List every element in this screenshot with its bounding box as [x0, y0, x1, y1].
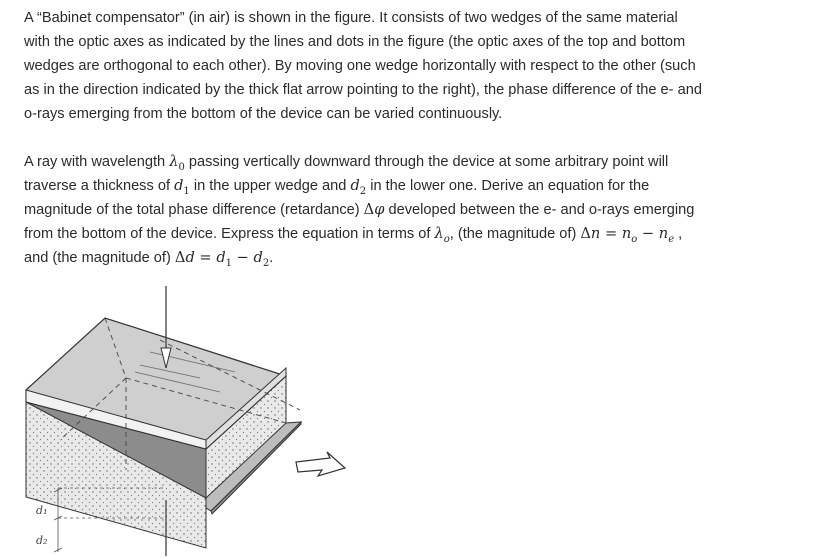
d2-label: d₂: [36, 534, 48, 547]
question-line-1: A ray with wavelength $\lambda_0$ passing vertically downward through the device at some arbitrary point will: [24, 153, 669, 173]
intro-line-5: o-rays emerging from the bottom of the device can be varied continuously.: [24, 106, 503, 122]
question-line-4: from the bottom of the device. Express the equation in terms of $\lambda_o$, (the magnitude of) $\Delta n = n_o - n_e$ ,: [24, 225, 683, 245]
question-line-2: traverse a thickness of $d_1$ in the upper wedge and $d_2$ in the lower one. Derive an equation for the: [24, 177, 650, 197]
intro-line-2: with the optic axes as indicated by the lines and dots in the figure (the optic axes of the top and bottom: [24, 34, 686, 50]
intro-line-3: wedges are orthogonal to each other). By moving one wedge horizontally with respect to the other (such: [24, 58, 696, 74]
d1-label: d₁: [36, 504, 48, 517]
intro-paragraph: [24, 6, 814, 126]
question-line-3: magnitude of the total phase difference (retardance) Δφ developed between the e- and o-rays emerging: [24, 201, 695, 218]
question-line-5: and (the magnitude of) $\Delta d = d_1 - d_2$.: [24, 249, 274, 269]
intro-line-4: as in the direction indicated by the thick flat arrow pointing to the right), the phase difference of the e- and: [24, 82, 702, 98]
question-paragraph: [24, 150, 814, 270]
babinet-compensator-figure: [0, 280, 380, 558]
right-arrow-icon: [296, 452, 345, 476]
intro-line-1: A “Babinet compensator” (in air) is shown in the figure. It consists of two wedges of the same material: [24, 10, 678, 26]
